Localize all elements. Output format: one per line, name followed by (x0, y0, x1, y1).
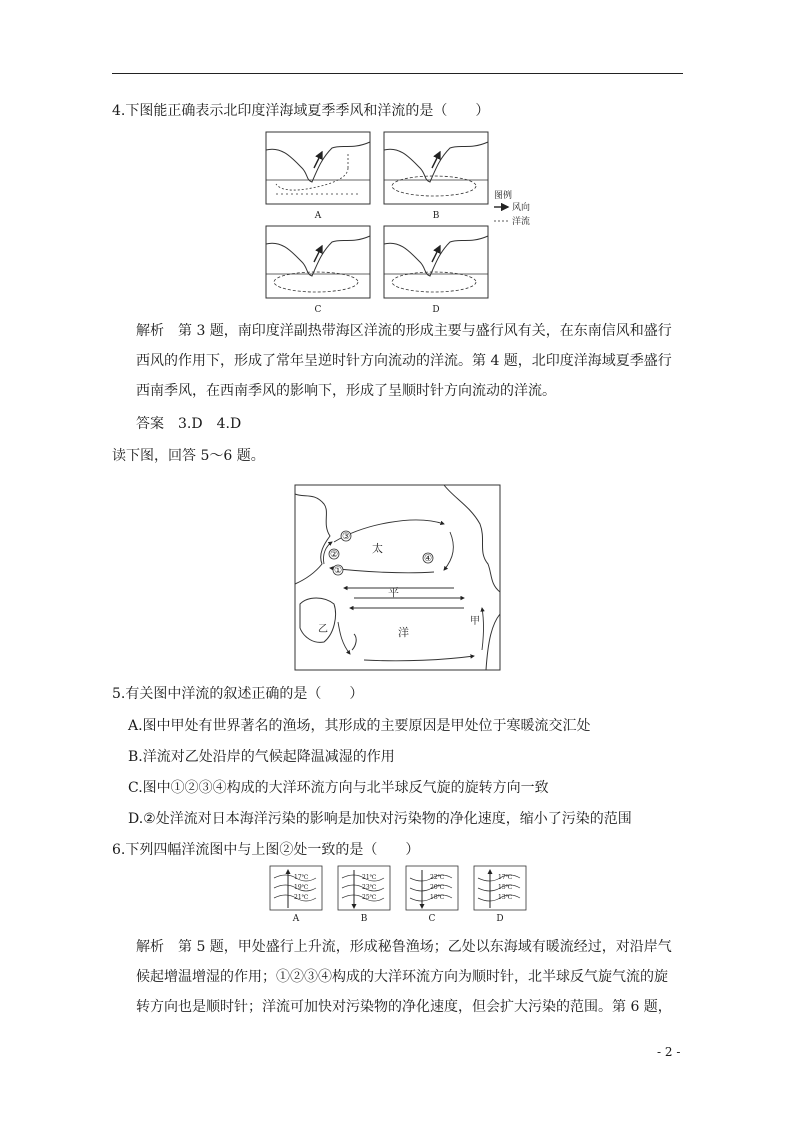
explanation-2-line-3: 转方向也是顺时针；洋流可加快对污染物的净化速度，但会扩大污染的范围。第 6 题， (136, 999, 672, 1015)
question-5-option-c: C.图中①②③④构成的大洋环流方向与北半球反气旋的旋转方向一致 (128, 780, 549, 796)
explanation-1-line-1: 解析 第 3 题，南印度洋副热带海区洋流的形成主要与盛行风有关，在东南信风和盛行 (136, 323, 672, 339)
page-number: - 2 - (657, 1045, 681, 1059)
map-b-label: B (432, 211, 440, 221)
svg-text:25℃: 25℃ (362, 894, 377, 901)
legend-title: 图例 (494, 191, 513, 201)
char-yang: 洋 (398, 626, 409, 639)
marker-4: ④ (423, 554, 433, 564)
question-5-stem: 5.有关图中洋流的叙述正确的是（ ） (112, 686, 364, 702)
read-instruction: 读下图，回答 5～6 题。 (112, 448, 265, 464)
explanation-1-line-2: 西风的作用下，形成了常年呈逆时针方向流动的洋流。第 4 题，北印度洋海域夏季盛行 (136, 353, 672, 369)
question-5-option-b: B.洋流对乙处沿岸的气候起降温减湿的作用 (128, 749, 395, 765)
q6-panel-c-label: C (428, 914, 436, 924)
question-5-option-a: A.图中甲处有世界著名的渔场，其形成的主要原因是甲处位于寒暖流交汇处 (128, 718, 591, 734)
q6-panel-d (474, 866, 526, 910)
char-jia: 甲 (470, 616, 480, 627)
explanation-1-line-3: 西南季风，在西南季风的影响下，形成了呈顺时针方向流动的洋流。 (136, 383, 556, 399)
q4-map-figure (262, 128, 542, 320)
explanation-2-line-1: 解析 第 5 题，甲处盛行上升流，形成秘鲁渔场；乙处以东海域有暖流经过，对沿岸气 (136, 939, 672, 955)
question-6-stem: 6.下列四幅洋流图中与上图②处一致的是（ ） (112, 842, 420, 858)
svg-text:19℃: 19℃ (294, 884, 309, 891)
q4-legend (494, 189, 530, 227)
q6-panel-a-label: A (292, 914, 300, 924)
q6-panel-d-label: D (496, 914, 504, 924)
pacific-current-map (294, 484, 502, 672)
marker-3: ③ (341, 532, 351, 542)
svg-text:18℃: 18℃ (430, 894, 445, 901)
char-ping: 平 (388, 586, 399, 599)
map-d-label: D (432, 305, 440, 315)
svg-text:15℃: 15℃ (498, 884, 513, 891)
q6-panel-b (338, 866, 390, 910)
q4-map-a (266, 132, 370, 204)
map-c-label: C (314, 305, 322, 315)
svg-text:22℃: 22℃ (430, 874, 445, 881)
svg-text:21℃: 21℃ (294, 894, 309, 901)
question-5-option-d: D.②处洋流对日本海洋污染的影响是加快对污染物的净化速度，缩小了污染的范围 (128, 811, 632, 827)
explanation-2-line-2: 候起增温增湿的作用；①②③④构成的大洋环流方向为顺时针，北半球反气旋气流的旋 (136, 969, 668, 985)
header-rule (112, 73, 683, 74)
svg-text:17℃: 17℃ (294, 874, 309, 881)
marker-1: ① (333, 566, 343, 576)
question-4-stem: 4.下图能正确表示北印度洋海域夏季季风和洋流的是（ ） (112, 103, 490, 119)
map-a-label: A (314, 211, 322, 221)
char-yi: 乙 (318, 624, 328, 635)
q4-map-d (384, 226, 488, 298)
answer-line: 答案 3.D 4.D (136, 416, 242, 432)
svg-text:13℃: 13℃ (498, 894, 513, 901)
char-tai: 太 (372, 542, 383, 555)
svg-text:17℃: 17℃ (498, 874, 513, 881)
marker-2: ② (329, 550, 339, 560)
legend-current-label: 洋流 (512, 217, 531, 227)
q4-map-b (384, 132, 488, 204)
svg-text:21℃: 21℃ (362, 874, 377, 881)
q6-panel-a (270, 866, 322, 910)
svg-text:23℃: 23℃ (362, 884, 377, 891)
q6-isotherm-figure (268, 864, 530, 924)
svg-text:20℃: 20℃ (430, 884, 445, 891)
legend-wind-label: 风向 (512, 203, 531, 213)
q4-map-c (266, 226, 370, 298)
q6-panel-c (406, 866, 458, 910)
q6-panel-b-label: B (360, 914, 368, 924)
